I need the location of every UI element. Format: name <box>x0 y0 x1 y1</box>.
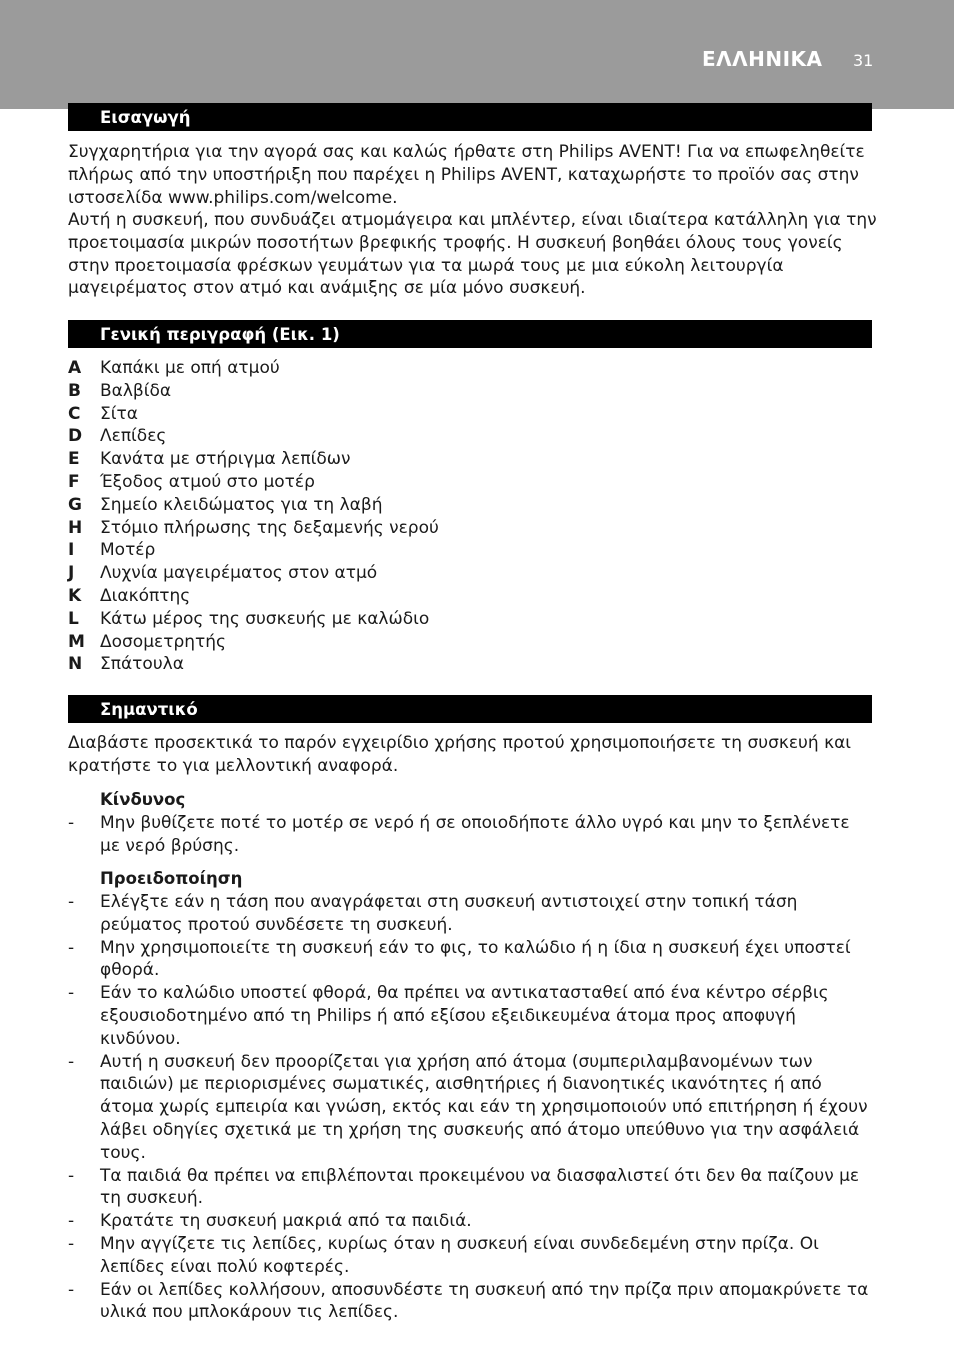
language-label: ΕΛΛΗΝΙΚΑ <box>702 47 823 71</box>
intro-paragraph-2: Αυτή η συσκευή, που συνδυάζει ατμομάγειρα και μπλέντερ, είναι ιδιαίτερα κατάλληλη για την προετοιμασία μικρών ποσοτήτων βρεφικής τροφής. Η συσκευή βοηθάει όλους τους γονείς στην προετοιμασία φρέσκων γευμάτων για τα μωρά τους με μια εύκολη λειτουργία μαγειρέματος στον ατμό και ανάμιξης σε μία μόνο συσκευή. <box>68 210 877 299</box>
section-title-important: Σημαντικό <box>68 695 872 723</box>
list-item: - Ελέγξτε εάν η τάση που αναγράφεται στη συσκευή αντιστοιχεί στην τοπική τάση ρεύματος προτού συνδέσετε τη συσκευή. <box>68 892 798 935</box>
section-title-intro: Εισαγωγή <box>68 103 872 131</box>
page-number: 31 <box>853 51 874 70</box>
warning-list <box>68 891 872 1324</box>
list-item: K Διακόπτης <box>68 585 191 606</box>
important-intro: Διαβάστε προσεκτικά το παρόν εγχειρίδιο χρήσης προτού χρησιμοποιήσετε τη συσκευή και κρατήστε το για μελλοντική αναφορά. <box>68 733 852 776</box>
list-item: - Μην βυθίζετε ποτέ το μοτέρ σε νερό ή σε οποιοδήποτε άλλο υγρό και μην το ξεπλένετε με νερό βρύσης. <box>68 813 850 856</box>
list-item: B Βαλβίδα <box>68 380 172 401</box>
list-item: J Λυχνία μαγειρέματος στον ατμό <box>68 563 378 584</box>
section-title-general: Γενική περιγραφή (Εικ. 1) <box>68 320 872 348</box>
list-item: - Τα παιδιά θα πρέπει να επιβλέπονται προκειμένου να διασφαλιστεί ότι δεν θα παίζουν με τη συσκευή. <box>68 1165 860 1209</box>
list-item: - Μην χρησιμοποιείτε τη συσκευή εάν το φις, το καλώδιο ή η ίδια η συσκευή έχει υποστεί φθορά. <box>68 937 851 981</box>
list-item: - Εάν το καλώδιο υποστεί φθορά, θα πρέπει να αντικατασταθεί από ένα κέντρο σέρβις εξουσιοδοτημένο από τη Philips ή από εξίσου εξειδικευμένα άτομα προς αποφυγή κινδύνου. <box>68 983 829 1049</box>
intro-paragraph-1: Συγχαρητήρια για την αγορά σας και καλώς ήρθατε στη Philips AVENT! Για να επωφεληθείτε πλήρως από την υποστήριξη που παρέχει η Philips AVENT, καταχωρήστε το προϊόν σας στην ιστοσελίδα www.philips.com/welcome. <box>68 142 865 208</box>
list-item: - Μην αγγίζετε τις λεπίδες, κυρίως όταν η συσκευή είναι συνδεδεμένη στην πρίζα. Οι λεπίδες είναι πολύ κοφτερές. <box>68 1233 819 1277</box>
warning-heading: Προειδοποίηση <box>100 869 243 888</box>
list-item: - Κρατάτε τη συσκευή μακριά από τα παιδιά. <box>68 1211 472 1232</box>
parts-list <box>68 357 439 676</box>
danger-list <box>68 812 872 858</box>
list-item: G Σημείο κλειδώματος για τη λαβή <box>68 494 383 515</box>
list-item: I Μοτέρ <box>68 540 156 561</box>
list-item: N Σπάτουλα <box>68 654 184 675</box>
danger-heading: Κίνδυνος <box>100 790 186 809</box>
list-item: L Κάτω μέρος της συσκευής με καλώδιο <box>68 608 430 629</box>
list-item: C Σίτα <box>68 403 138 424</box>
list-item: D Λεπίδες <box>68 426 167 447</box>
list-item: F Έξοδος ατμού στο μοτέρ <box>68 471 315 492</box>
list-item: H Στόμιο πλήρωσης της δεξαμενής νερού <box>68 517 439 538</box>
list-item: E Κανάτα με στήριγμα λεπίδων <box>68 449 351 470</box>
list-item: A Καπάκι με οπή ατμού <box>68 358 280 378</box>
list-item: - Εάν οι λεπίδες κολλήσουν, αποσυνδέστε τη συσκευή από την πρίζα πριν απομακρύνετε τα υλικά που μπλοκάρουν τις λεπίδες. <box>68 1279 869 1323</box>
list-item: M Δοσομετρητής <box>68 631 226 652</box>
list-item: - Αυτή η συσκευή δεν προορίζεται για χρήση από άτομα (συμπεριλαμβανομένων των παιδιών) με περιορισμένες σωματικές, αισθητήριες ή διανοητικές ικανότητες ή από άτομα χωρίς εμπειρία και γνώση, εκτός και εάν τη χρησιμοποιούν υπό επιτήρηση ή έχουν λάβει οδηγίες σχετικά με τη χρήση της συσκευής από άτομο υπεύθυνο για την ασφάλειά τους. <box>68 1051 868 1163</box>
